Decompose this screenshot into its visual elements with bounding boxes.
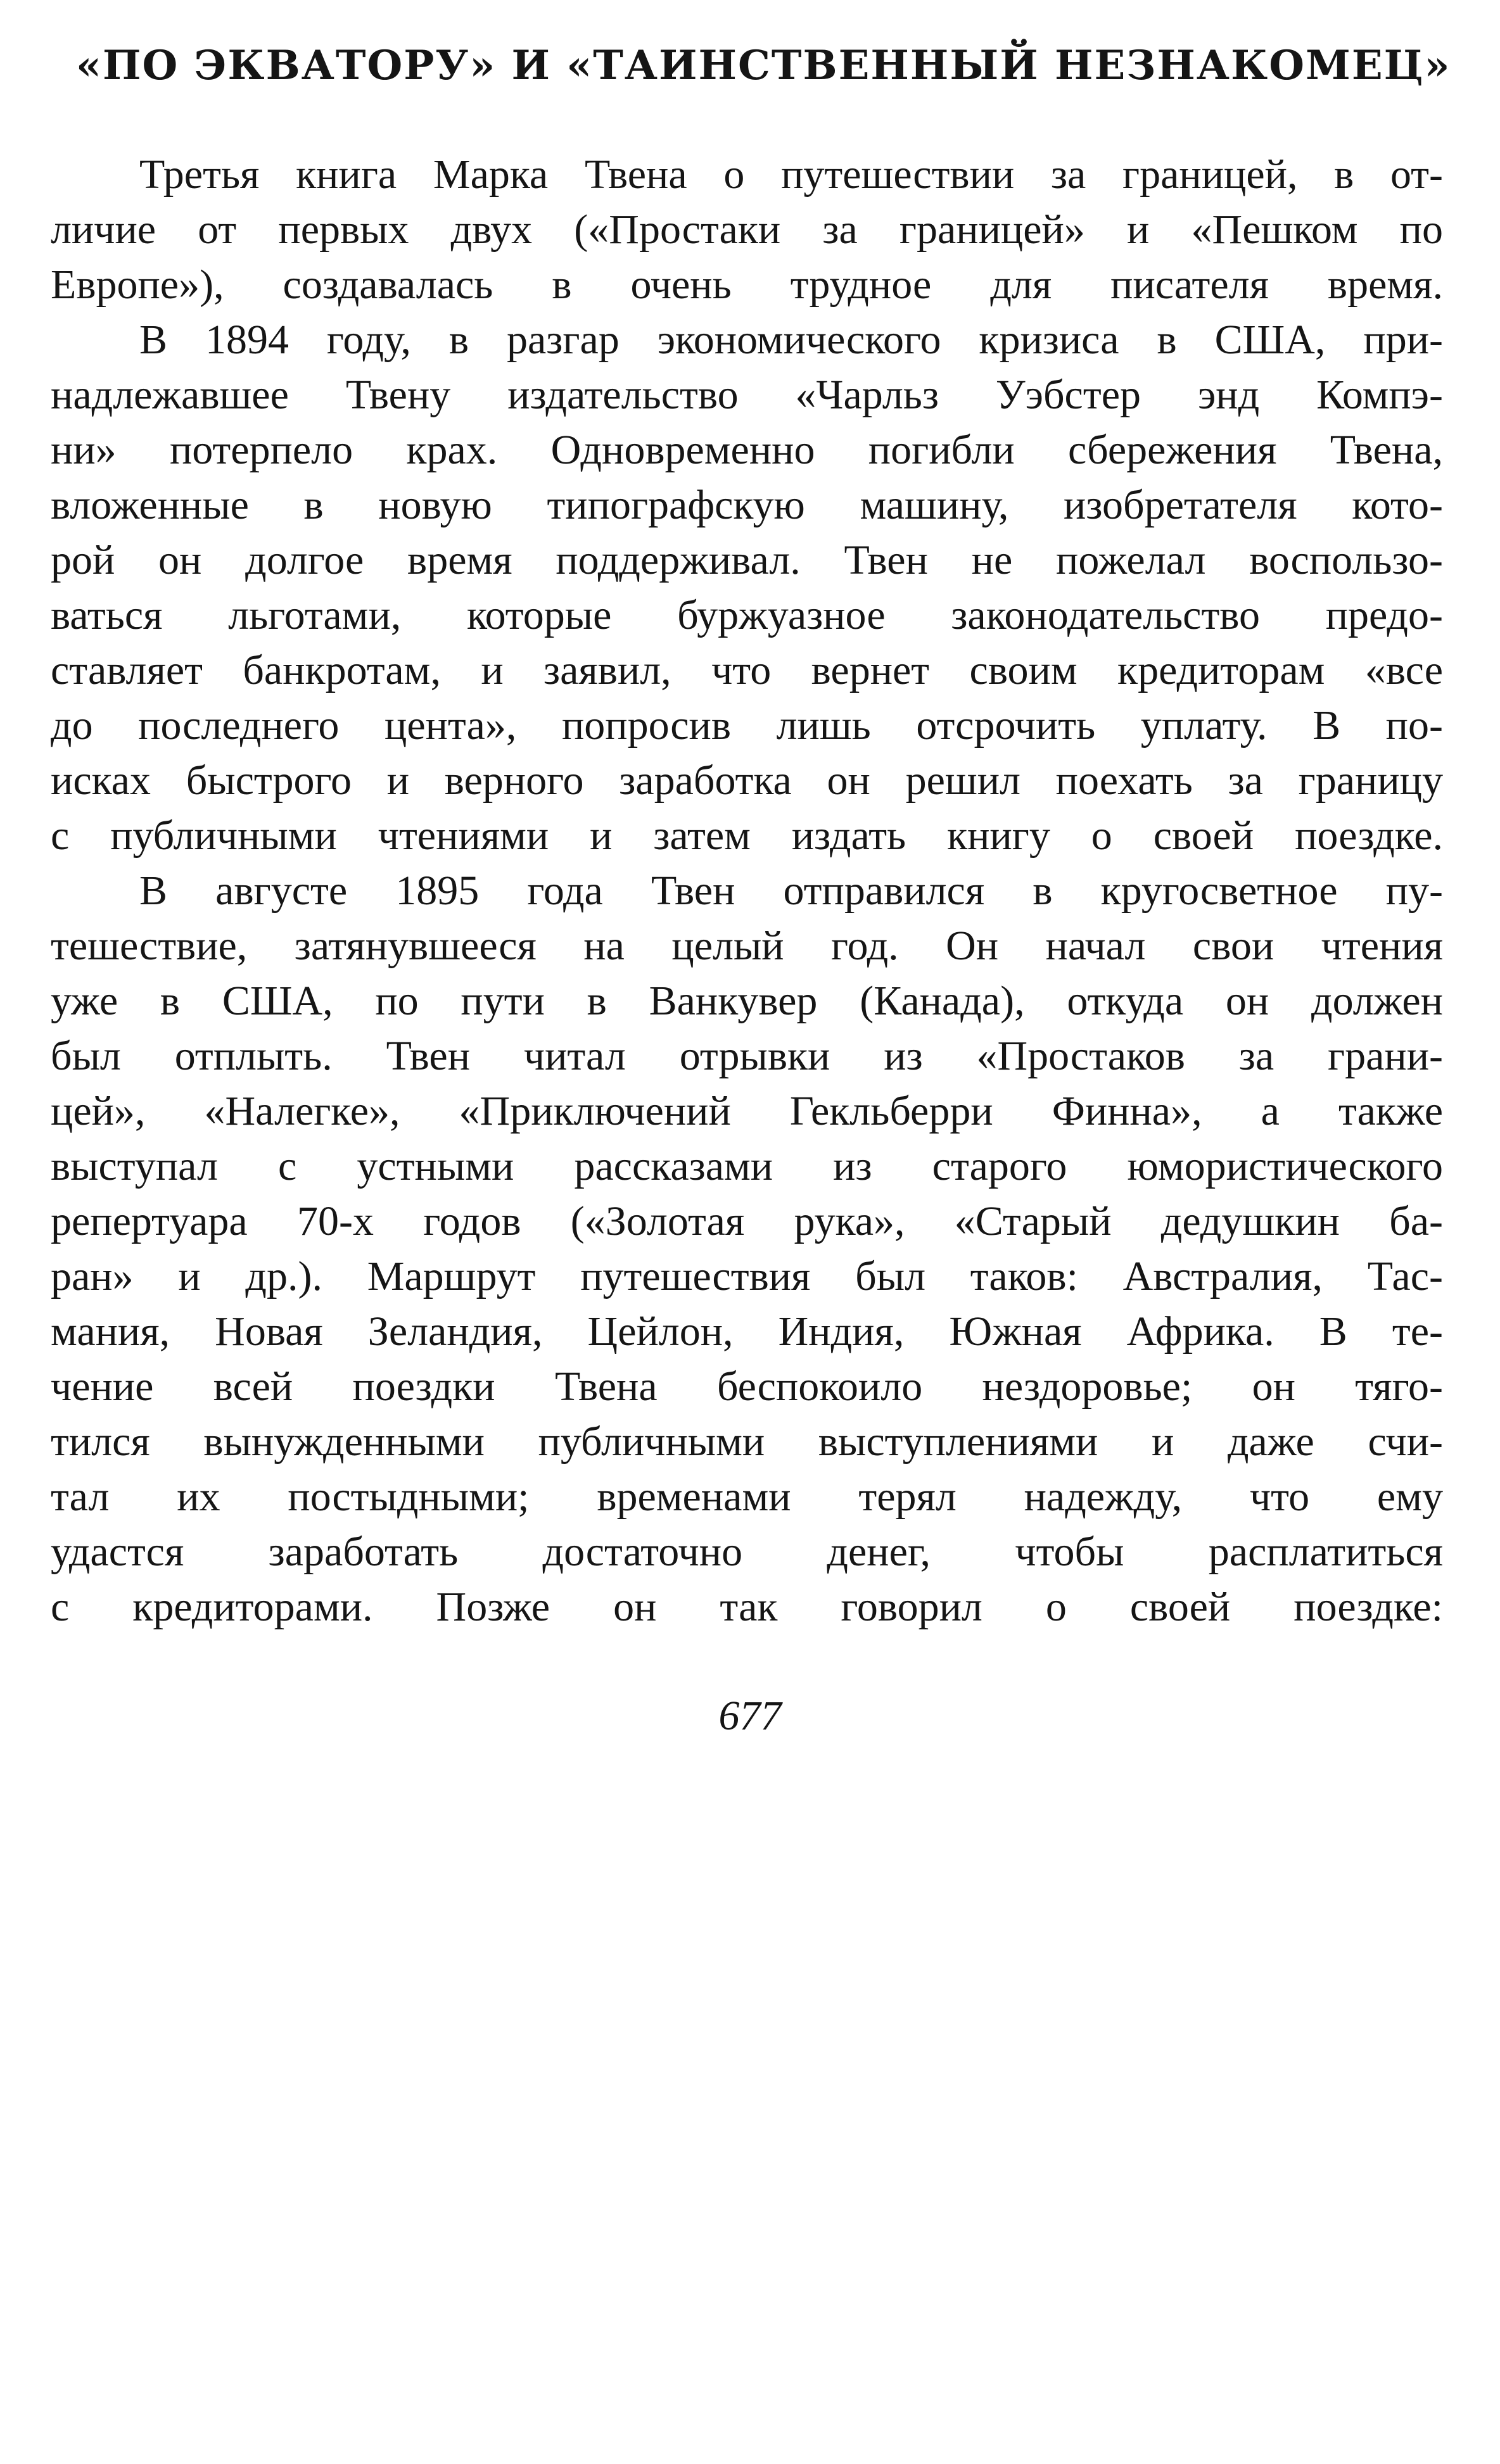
body-text [51, 147, 1443, 1634]
text-line: до последнего цента», попросив лишь отсрочить уплату. В по- [51, 702, 1443, 749]
text-line: рой он долгое время поддерживал. Твен не пожелал воспользо- [51, 537, 1443, 583]
text-line: В августе 1895 года Твен отправился в кругосветное пу- [139, 868, 1443, 914]
text-line: Европе»), создавалась в очень трудное для писателя время. [51, 262, 1443, 308]
text-line: был отплыть. Твен читал отрывки из «Простаков за грани- [51, 1033, 1443, 1079]
text-line: с кредиторами. Позже он так говорил о своей поездке: [51, 1584, 1443, 1630]
text-line: вложенные в новую типографскую машину, изобретателя кото- [51, 482, 1443, 528]
text-line: ни» потерпело крах. Одновременно погибли сбережения Твена, [51, 427, 1443, 473]
text-line: Третья книга Марка Твена о путешествии за границей, в от- [139, 151, 1443, 198]
text-line: ваться льготами, которые буржуазное законодательство предо- [51, 592, 1443, 638]
text-line: личие от первых двух («Простаки за границей» и «Пешком по [51, 206, 1443, 253]
chapter-title: «ПО ЭКВАТОРУ» И «ТАИНСТВЕННЫЙ НЕЗНАКОМЕЦ» [76, 42, 1451, 89]
text-line: ставляет банкротам, и заявил, что вернет своим кредиторам «все [51, 647, 1443, 693]
page-number: 677 [718, 1693, 782, 1739]
text-line: цей», «Налегке», «Приключений Гекльберри Финна», а также [51, 1088, 1443, 1134]
text-line: надлежавшее Твену издательство «Чарльз Уэбстер энд Компэ- [51, 372, 1443, 418]
text-line: исках быстрого и верного заработка он решил поехать за границу [51, 757, 1443, 804]
text-line: с публичными чтениями и затем издать книгу о своей поездке. [51, 812, 1443, 859]
text-line: ран» и др.). Маршрут путешествия был таков: Австралия, Тас- [51, 1253, 1443, 1299]
text-line: уже в США, по пути в Ванкувер (Канада), откуда он должен [51, 978, 1443, 1024]
text-line: чение всей поездки Твена беспокоило нездоровье; он тяго- [51, 1363, 1443, 1410]
text-line: удастся заработать достаточно денег, чтобы расплатиться [51, 1529, 1443, 1575]
text-line: тешествие, затянувшееся на целый год. Он начал свои чтения [51, 923, 1443, 969]
text-line: тал их постыдными; временами терял надежду, что ему [51, 1474, 1443, 1520]
text-line: репертуара 70-х годов («Золотая рука», «Старый дедушкин ба- [51, 1198, 1443, 1244]
text-line: В 1894 году, в разгар экономического кризиса в США, при- [139, 317, 1443, 363]
text-line: выступал с устными рассказами из старого юмористического [51, 1143, 1443, 1189]
text-line: тился вынужденными публичными выступлениями и даже счи- [51, 1418, 1443, 1465]
text-line: мания, Новая Зеландия, Цейлон, Индия, Южная Африка. В те- [51, 1308, 1443, 1355]
